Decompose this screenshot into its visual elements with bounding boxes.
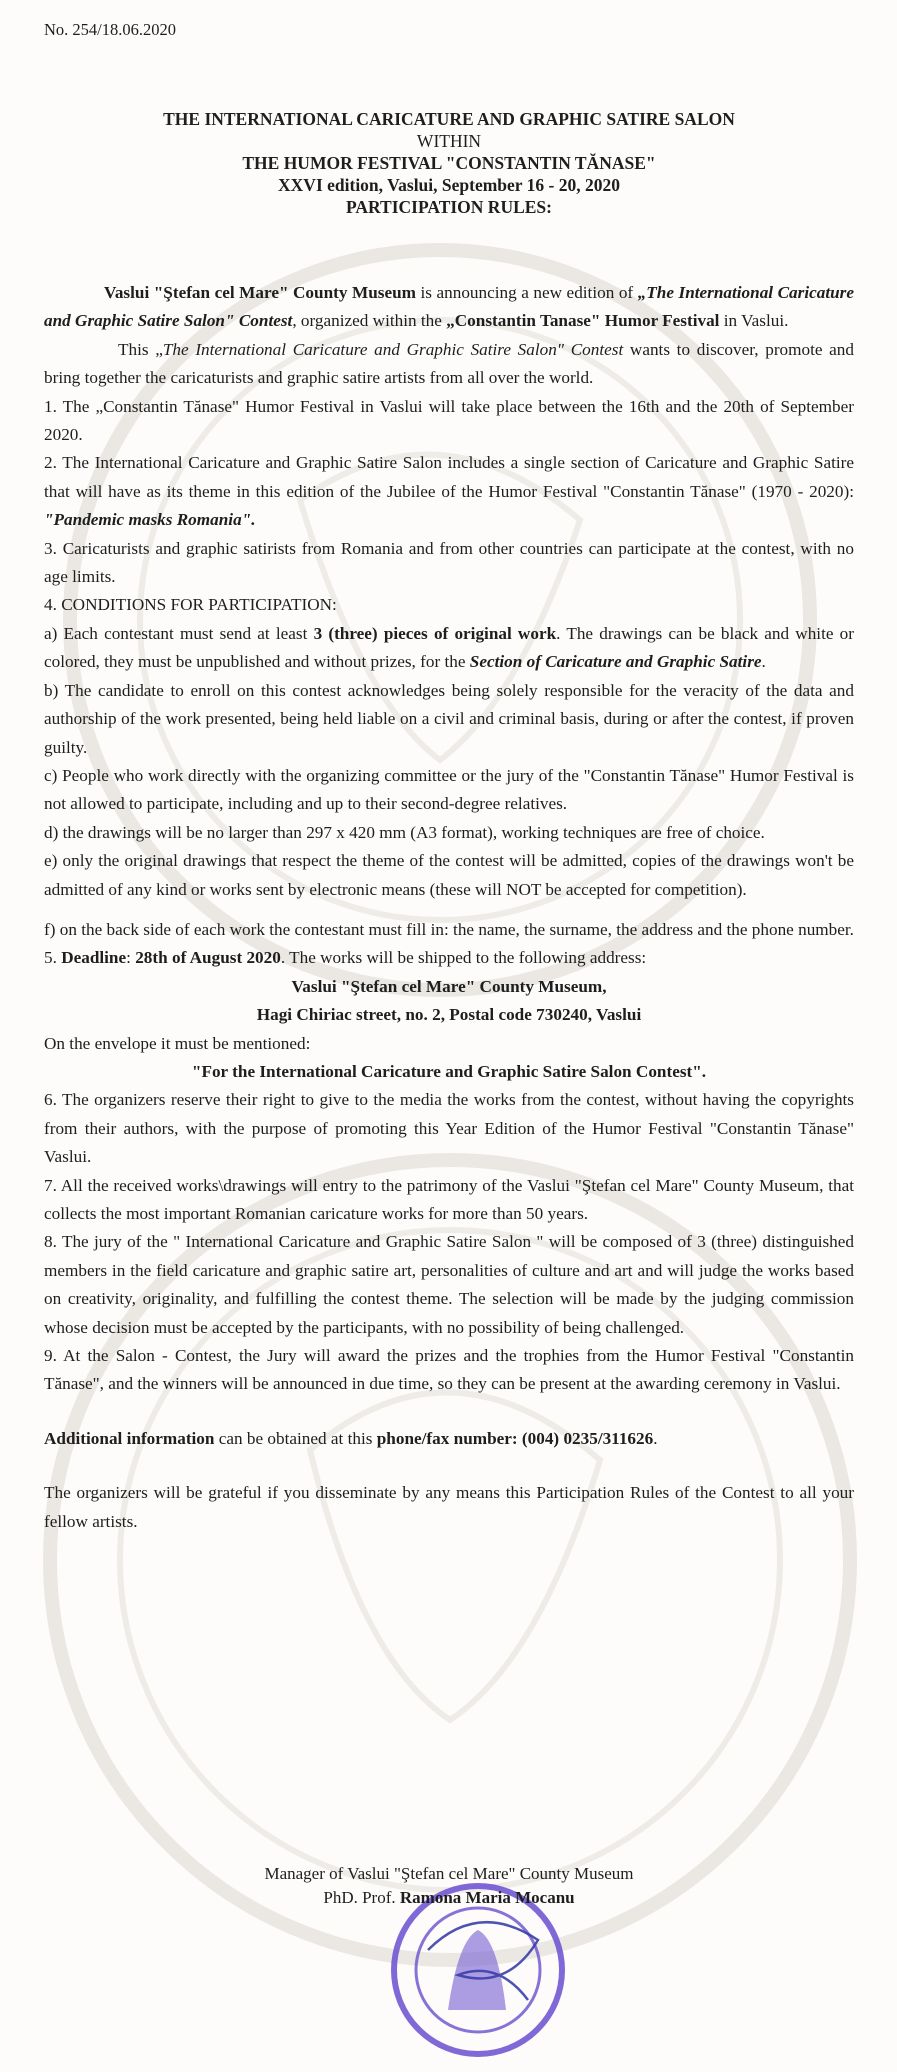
rule-3: 3. Caricaturists and graphic satirists from Romania and from other countries can participate at the contest, with no age limits. — [44, 538, 854, 587]
header-line-1: THE INTERNATIONAL CARICATURE AND GRAPHIC SATIRE SALON — [163, 109, 735, 129]
header-line-4: XXVI edition, Vaslui, September 16 - 20, 2020 — [278, 175, 620, 195]
rule-6: 6. The organizers reserve their right to give to the media the works from the contest, without having the copyrights from their authors, with the purpose of promoting this Year Edition of the Humor Festival "Constantin Tănase" Vaslui. — [44, 1090, 854, 1167]
address-line-2: Hagi Chiriac street, no. 2, Postal code 730240, Vaslui — [256, 1005, 642, 1025]
document-header — [44, 108, 854, 218]
additional-info — [44, 1425, 854, 1453]
rule-a — [44, 620, 854, 677]
signature-line-2 — [44, 1886, 854, 1910]
deadline-date: 28th of August 2020 — [135, 948, 281, 968]
intro-text-2: , organized within the — [292, 311, 447, 331]
rule-5-text: . The works will be shipped to the following address: — [280, 948, 647, 968]
rule-c: c) People who work directly with the organizing committee or the jury of the "Constantin Tănase" Humor Festival is not allowed to participate, including and up to their second-degree relatives. — [44, 765, 854, 814]
envelope-note: On the envelope it must be mentioned: — [44, 1033, 311, 1053]
rule-d: d) the drawings will be no larger than 297 x 420 mm (A3 format), working techniques are free of choice. — [44, 822, 765, 842]
rule-a-section: Section of Caricature and Graphic Satire — [469, 652, 762, 672]
rule-a-text-1: a) Each contestant must send at least — [44, 623, 314, 643]
rule-f: f) on the back side of each work the contestant must fill in: the name, the surname, the address and the phone number. — [44, 919, 854, 939]
rule-2-text: 2. The International Caricature and Graphic Satire Salon includes a single section of Caricature and Graphic Satire that will have as its theme in this edition of the Jubilee of the Humor Festival "Constantin Tănase" (1970 - 2020): — [44, 453, 854, 501]
deadline-label: Deadline — [61, 948, 127, 968]
rule-5 — [44, 944, 854, 972]
header-line-3: THE HUMOR FESTIVAL "CONSTANTIN TĂNASE" — [242, 153, 656, 173]
rule-1: 1. The „Constantin Tănase" Humor Festival in Vaslui will take place between the 16th and the 20th of September 2020. — [44, 396, 854, 445]
signature-line-1: Manager of Vaslui "Ştefan cel Mare" County Museum — [264, 1864, 634, 1883]
rule-8: 8. The jury of the " International Caricature and Graphic Satire Salon " will be composed of 3 (three) distinguished members in the field caricature and graphic satire art, personalities of culture and art and will judge the works based on creativity, originality, and fulfilling the contest theme. The selection will be made by the judging commission whose decision must be accepted by the participants, with no possibility of being challenged. — [44, 1232, 854, 1337]
address-line-1: Vaslui "Ştefan cel Mare" County Museum, — [291, 976, 607, 996]
rule-5-colon: : — [126, 948, 136, 968]
additional-text-1: can be obtained at this — [214, 1428, 377, 1448]
rule-5-number: 5. — [44, 948, 62, 968]
header-line-5: PARTICIPATION RULES: — [345, 197, 552, 217]
rule-a-bold: 3 (three) pieces of original work — [313, 623, 557, 643]
envelope-text: "For the International Caricature and Graphic Satire Salon Contest". — [191, 1061, 707, 1081]
rule-4: 4. CONDITIONS FOR PARTICIPATION: — [44, 595, 337, 615]
rule-9: 9. At the Salon - Contest, the Jury will award the prizes and the trophies from the Humor Festival "Constantin Tănase", and the winners will be announced in due time, so they can be present at the awarding ceremony in Vaslui. — [44, 1346, 854, 1394]
reference-number: No. 254/18.06.2020 — [44, 20, 176, 39]
intro-p2-a: This „ — [118, 339, 163, 359]
intro-text-3: in Vaslui. — [719, 311, 789, 331]
intro-paragraph — [44, 279, 854, 336]
rule-e: e) only the original drawings that respect the theme of the contest will be admitted, copies of the drawings won't be admitted of any kind or works sent by electronic means (these will NOT be accepted for competition). — [44, 851, 854, 899]
additional-label: Additional information — [44, 1428, 215, 1448]
festival-name: „Constantin Tanase" Humor Festival — [446, 311, 720, 331]
intro-text-1: is announcing a new edition of — [415, 283, 638, 302]
rule-b: b) The candidate to enroll on this contest acknowledges being solely responsible for the veracity of the data and authorship of the work presented, being held liable on a civil and criminal basis, during or after the contest, if proven guilty. — [44, 680, 854, 757]
intro-p2-b: wants to discover, promote and bring together the caricaturists and graphic satire artists from all over the world. — [44, 339, 854, 388]
additional-text-2: . — [653, 1428, 658, 1448]
phone-number: 0235/311626 — [559, 1428, 654, 1448]
rule-a-text-3: . — [761, 652, 766, 672]
intro-paragraph-2 — [44, 336, 854, 393]
closing-paragraph: The organizers will be grateful if you disseminate by any means this Participation Rules of the Contest to all your fellow artists. — [44, 1483, 854, 1531]
contest-name: „The International Caricature and Graphic Satire Salon" Contest — [44, 283, 854, 331]
signature-block — [44, 1862, 854, 1910]
rule-a-text-2: . The drawings can be black and white or colored, they must be unpublished and without prizes, for the — [44, 623, 854, 672]
header-line-2: WITHIN — [416, 131, 482, 151]
rule-2 — [44, 449, 854, 534]
document-body — [44, 279, 854, 1536]
museum-name: Vaslui "Ştefan cel Mare" County Museum — [104, 283, 416, 302]
rule-7: 7. All the received works\drawings will entry to the patrimony of the Vaslui "Ştefan cel Mare" County Museum, that collects the most important Romanian caricature works for more than 50 years. — [44, 1175, 854, 1223]
signature-name: Ramona Maria Mocanu — [399, 1888, 575, 1907]
rule-2-theme: "Pandemic masks Romania". — [44, 510, 256, 530]
intro-p2-contest: The International Caricature and Graphic Satire Salon" Contest — [162, 339, 624, 359]
phone-label: phone/fax number: (004) — [376, 1428, 560, 1448]
signature-title: PhD. Prof. — [323, 1888, 400, 1907]
